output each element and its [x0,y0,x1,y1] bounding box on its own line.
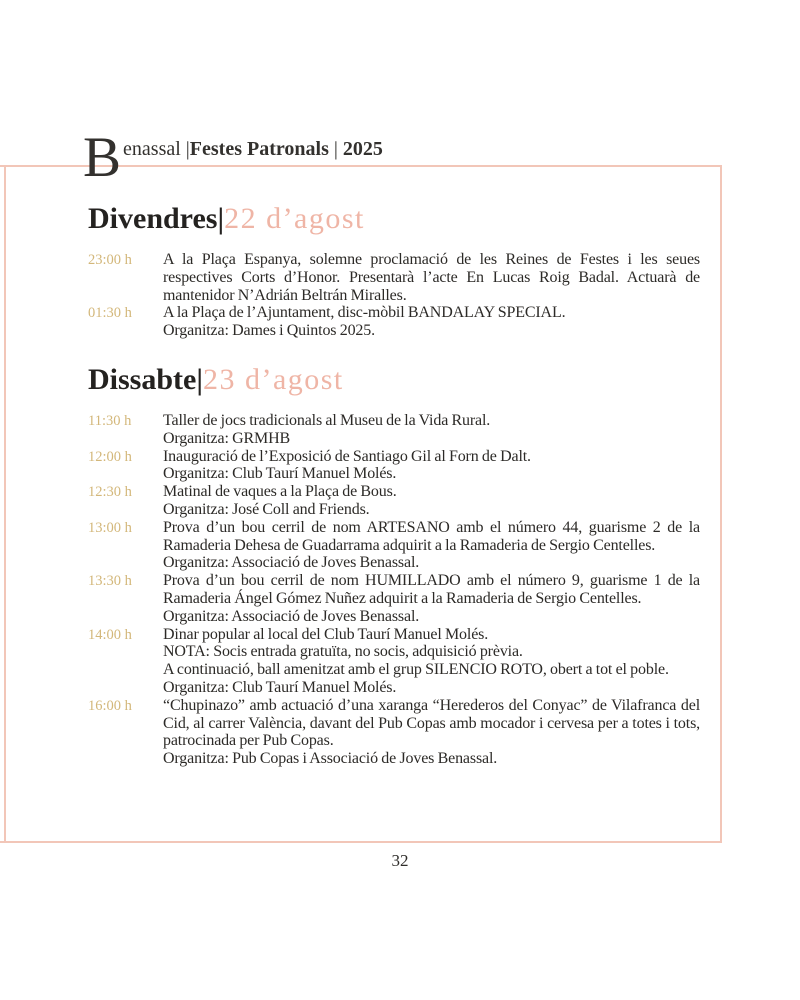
event-paragraph: A continuació, ball amenitzat amb el grup SILENCIO ROTO, obert a tot el poble. [163,661,669,679]
day-name: Dissabte| [88,362,203,396]
event-description [163,448,700,484]
event-paragraph: “Chupinazo” amb actuació d’una xaranga “Herederos del Conyac” de Vilafranca del Cid, al carrer València, davant del Pub Copas amb mocador i cervesa per a totes i tots, patrocinada per Pub Copas. [163,696,700,750]
event-paragraph: NOTA: Socis entrada gratuïta, no socis, adquisició prèvia. [163,643,523,661]
event-row [88,626,700,697]
event-paragraph: A la Plaça de l’Ajuntament, disc-mòbil BANDALAY SPECIAL. [163,304,566,322]
event-time: 11:30 h [88,412,132,429]
event-paragraph: Dinar popular al local del Club Taurí Manuel Molés. [163,625,489,643]
header-rule-stub [0,165,6,167]
event-description [163,304,700,340]
drop-cap: B [83,126,122,189]
event-paragraph: Prova d’un bou cerril de nom ARTESANO amb el número 44, guarisme 2 de la Ramaderia Dehesa de Guadarrama adquirit a la Ramaderia de Sergio Centelles. [163,518,700,554]
event-row [88,697,700,768]
event-paragraph: Inauguració de l’Exposició de Santiago Gil al Forn de Dalt. [163,447,531,465]
event-paragraph: Taller de jocs tradicionals al Museu de la Vida Rural. [163,411,491,429]
event-description [163,251,700,304]
event-paragraph: Organitza: Club Taurí Manuel Molés. [163,678,397,696]
day-date: 22 d’agost [224,202,365,235]
event-time: 13:30 h [88,573,132,590]
event-paragraph: Organitza: Associació de Joves Benassal. [163,554,420,572]
event-paragraph: Organitza: José Coll and Friends. [163,500,370,518]
event-description [163,626,700,697]
event-description [163,697,700,768]
event-description [163,572,700,625]
event-paragraph: Organitza: Pub Copas i Associació de Joves Benassal. [163,750,498,768]
event-time: 13:00 h [88,519,132,536]
day-header [88,363,700,397]
event-time: 23:00 h [88,252,132,268]
year: 2025 [342,138,383,160]
event-time: 12:00 h [88,448,132,465]
event-paragraph: A la Plaça Espanya, solemne proclamació de les Reines de Festes i les seues respectives Corts d’Honor. Presentarà l’acte En Lucas Roig Badal. Actuarà de mantenidor N’Adrián Beltrán Miralles. [163,251,700,304]
event-row [88,519,700,572]
event-paragraph: Organitza: Dames i Quintos 2025. [163,322,375,340]
day-section [88,202,700,340]
schedule [88,202,700,768]
event-paragraph: Matinal de vaques a la Plaça de Bous. [163,483,397,501]
event-row [88,412,700,448]
day-header [88,202,700,236]
event-row [88,483,700,519]
event-row [88,304,700,340]
event-row [88,572,700,625]
event-paragraph: Prova d’un bou cerril de nom HUMILLADO amb el número 9, guarisme 1 de la Ramaderia Ángel Gómez Nuñez adquirit a la Ramaderia de Sergio Centelles. [163,572,700,607]
day-name: Divendres| [88,202,225,235]
title-divider: | [328,138,343,160]
event-paragraph: Organitza: Associació de Joves Benassal. [163,607,420,625]
event-paragraph: Organitza: GRMHB [163,429,291,447]
event-time: 14:00 h [88,626,132,643]
publication-header [83,126,383,189]
event-row [88,251,700,304]
page-number: 32 [391,851,409,870]
event-description [163,412,700,448]
event-description [163,519,700,572]
event-row [88,448,700,484]
town-name: enassal | [123,138,190,160]
event-description [163,483,700,519]
footer-rule-stub [0,841,6,843]
day-section [88,363,700,768]
event-time: 12:30 h [88,484,132,501]
event-time: 01:30 h [88,305,132,322]
day-date: 23 d’agost [202,362,344,396]
event-time: 16:00 h [88,697,132,714]
publication-title [123,138,383,160]
event-paragraph: Organitza: Club Taurí Manuel Molés. [163,465,397,483]
festes-title: Festes Patronals [189,138,329,160]
